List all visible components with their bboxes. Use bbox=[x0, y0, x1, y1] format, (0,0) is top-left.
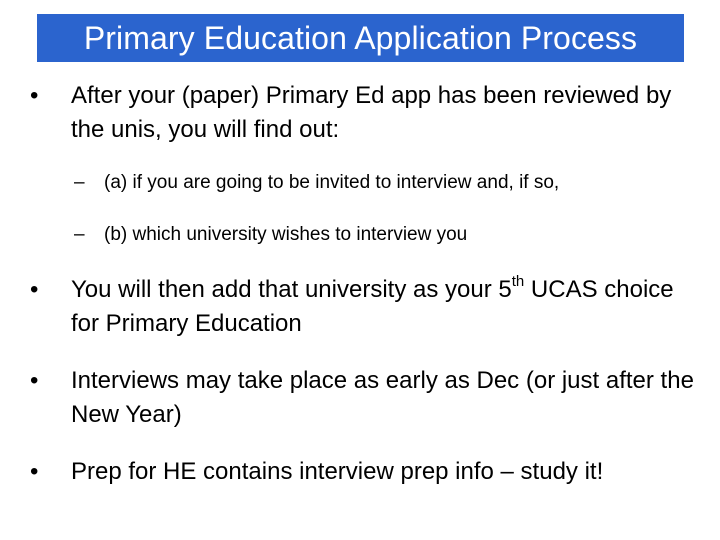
bullet-marker: • bbox=[30, 458, 39, 485]
bullet-text-2 bbox=[71, 273, 700, 341]
dash-marker: – bbox=[74, 172, 85, 193]
sub-bullet-text-b: (b) which university wishes to interview you bbox=[104, 224, 468, 245]
bullet-item-3 bbox=[30, 364, 700, 432]
slide-title: Primary Education Application Process bbox=[83, 20, 638, 56]
sub-bullet-item-b bbox=[74, 222, 704, 248]
bullet-text-4: Prep for HE contains interview prep info – study it! bbox=[71, 458, 604, 485]
slide-title-bar bbox=[37, 14, 684, 62]
ordinal-superscript: th bbox=[511, 273, 525, 290]
dash-marker: – bbox=[74, 224, 85, 245]
bullet-text-2-before: You will then add that university as your 5 bbox=[71, 276, 512, 303]
bullet-text-2-after: UCAS choice for Primary Education bbox=[71, 276, 674, 337]
bullet-item-4 bbox=[30, 455, 700, 489]
sub-bullet-text-a: (a) if you are going to be invited to interview and, if so, bbox=[104, 172, 560, 193]
bullet-item-1 bbox=[30, 79, 700, 147]
bullet-text-3: Interviews may take place as early as Dec (or just after the New Year) bbox=[71, 367, 694, 428]
sub-bullet-item-a bbox=[74, 170, 704, 196]
bullet-marker: • bbox=[30, 367, 39, 394]
bullet-text-1: After your (paper) Primary Ed app has been reviewed by the unis, you will find out: bbox=[71, 82, 672, 143]
bullet-item-2 bbox=[30, 273, 700, 341]
bullet-marker: • bbox=[30, 276, 39, 303]
bullet-marker: • bbox=[30, 82, 39, 109]
